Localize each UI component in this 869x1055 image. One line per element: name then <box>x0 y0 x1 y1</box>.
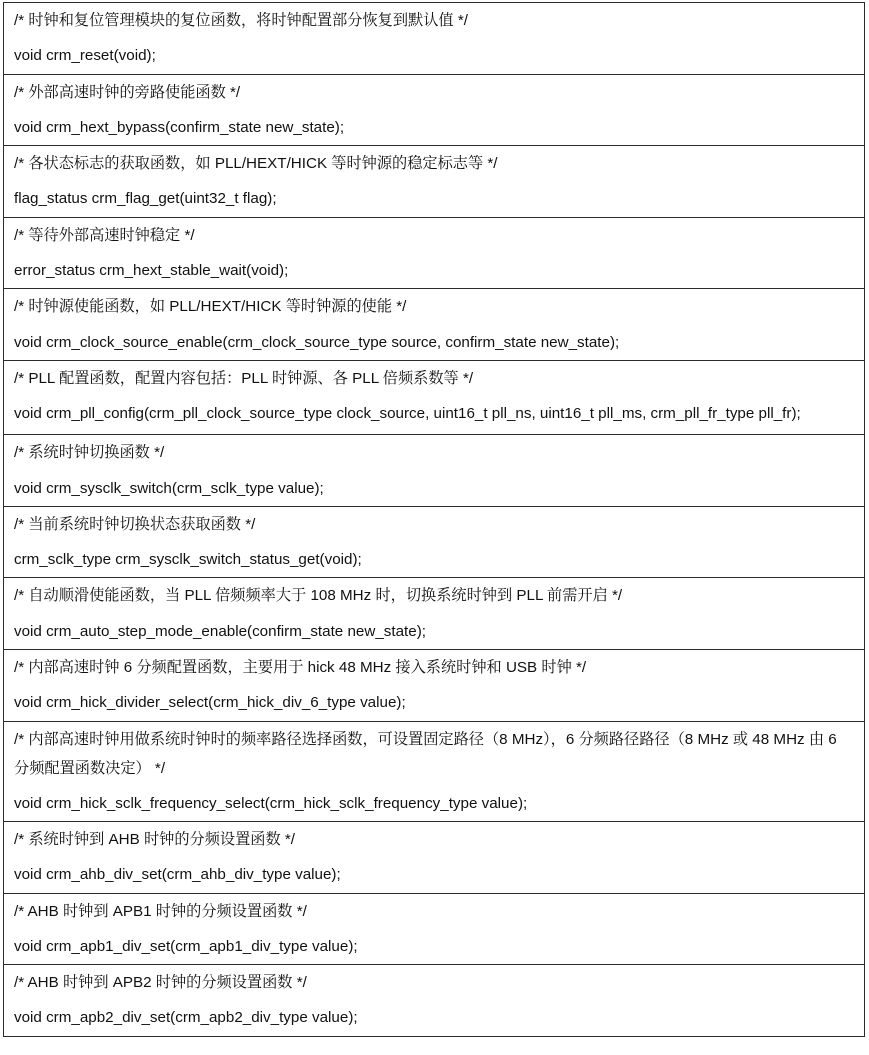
code-text: void crm_hext_bypass(confirm_state new_state); <box>14 118 345 136</box>
table-row <box>3 218 865 290</box>
code-text: void crm_reset(void); <box>14 47 156 65</box>
code-text: crm_sclk_type crm_sysclk_switch_status_get(void); <box>14 551 362 569</box>
table-row <box>3 578 865 650</box>
code-text: void crm_sysclk_switch(crm_sclk_type value); <box>14 479 324 497</box>
table-row <box>3 965 865 1037</box>
table-row <box>3 894 865 966</box>
code-text: void crm_apb1_div_set(crm_apb1_div_type value); <box>14 937 358 955</box>
code-text: void crm_ahb_div_set(crm_ahb_div_type value); <box>14 866 341 884</box>
table-row <box>3 361 865 435</box>
table-row <box>3 435 865 507</box>
code-text: void crm_pll_config(crm_pll_clock_source_type clock_source, uint16_t pll_ns, uint16_t pll_ms, crm_pll_fr_type pll_fr); <box>14 405 801 423</box>
comment-text: /* AHB 时钟到 APB2 时钟的分频设置函数 */ <box>14 974 307 992</box>
code-text: void crm_clock_source_enable(crm_clock_source_type source, confirm_state new_state); <box>14 333 620 351</box>
code-text: void crm_auto_step_mode_enable(confirm_state new_state); <box>14 622 426 640</box>
comment-text: /* 当前系统时钟切换状态获取函数 */ <box>14 515 256 533</box>
table-row <box>3 2 865 75</box>
code-text: void crm_hick_sclk_frequency_select(crm_hick_sclk_frequency_type value); <box>14 794 528 812</box>
comment-text: /* 内部高速时钟 6 分频配置函数，主要用于 hick 48 MHz 接入系统时钟和 USB 时钟 */ <box>14 659 587 677</box>
code-text: void crm_hick_divider_select(crm_hick_div_6_type value); <box>14 694 406 712</box>
comment-text: /* 各状态标志的获取函数，如 PLL/HEXT/HICK 等时钟源的稳定标志等 */ <box>14 155 498 173</box>
comment-text: /* 自动顺滑使能函数，当 PLL 倍频频率大于 108 MHz 时，切换系统时钟到 PLL 前需开启 */ <box>14 587 623 605</box>
table-row <box>3 146 865 218</box>
table-row <box>3 722 865 822</box>
table-row <box>3 650 865 722</box>
comment-text: /* PLL 配置函数，配置内容包括：PLL 时钟源、各 PLL 倍频系数等 */ <box>14 369 474 387</box>
table-row <box>3 507 865 579</box>
table-row <box>3 289 865 361</box>
comment-text: /* 系统时钟切换函数 */ <box>14 444 165 462</box>
comment-text: /* 外部高速时钟的旁路使能函数 */ <box>14 83 241 101</box>
code-text: void crm_apb2_div_set(crm_apb2_div_type value); <box>14 1009 358 1027</box>
comment-text: /* 等待外部高速时钟稳定 */ <box>14 226 195 244</box>
table-row <box>3 75 865 147</box>
comment-text: /* 时钟和复位管理模块的复位函数，将时钟配置部分恢复到默认值 */ <box>14 12 468 29</box>
code-text: flag_status crm_flag_get(uint32_t flag); <box>14 190 277 208</box>
table-row <box>3 822 865 894</box>
function-list-table <box>3 2 865 1037</box>
comment-text: /* AHB 时钟到 APB1 时钟的分频设置函数 */ <box>14 902 307 920</box>
code-text: error_status crm_hext_stable_wait(void); <box>14 262 289 280</box>
comment-text: /* 时钟源使能函数，如 PLL/HEXT/HICK 等时钟源的使能 */ <box>14 298 407 316</box>
comment-text: /* 内部高速时钟用做系统时钟时的频率路径选择函数，可设置固定路径（8 MHz），6 分频路径路径（8 MHz 或 48 MHz 由 6 分频配置函数决定） */ <box>14 730 837 777</box>
comment-text: /* 系统时钟到 AHB 时钟的分频设置函数 */ <box>14 830 295 848</box>
